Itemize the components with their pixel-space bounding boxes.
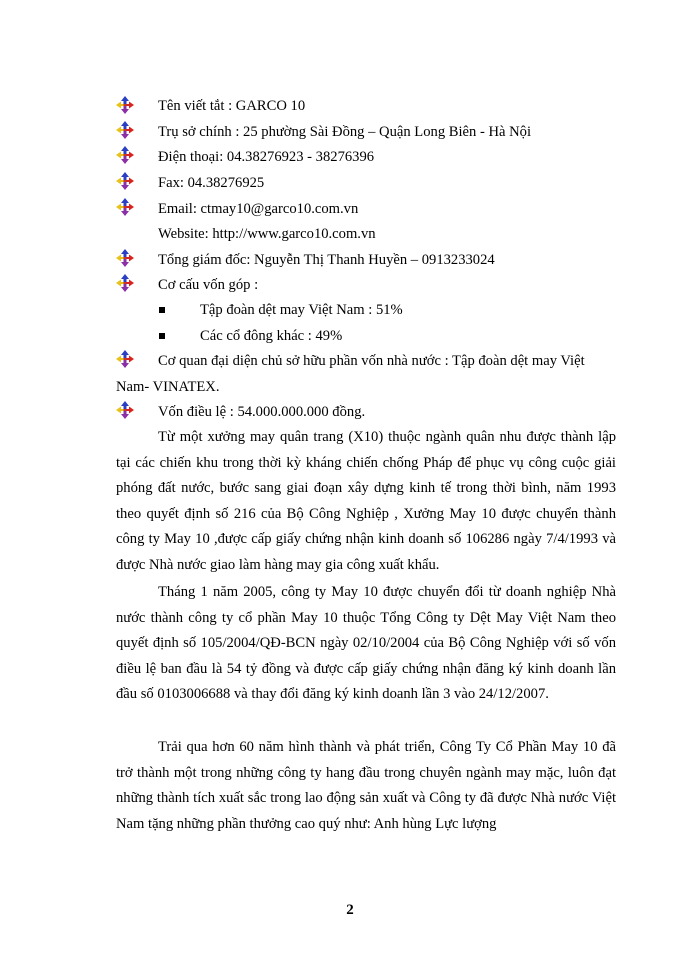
capital-structure-title: Cơ cấu vốn góp : [158,277,259,293]
arrow-bullet-icon [116,274,134,292]
arrow-bullet-icon [116,96,134,114]
history-paragraph: Từ một xưởng may quân trang (X10) thuộc ngành quân nhu được thành lập tại các chiến khu trong thời kỳ kháng chiến chống Pháp để phục vụ công cuộc giải phóng đất nước, bước sang giai đoạn xây dựng kinh tế trong thời bình, năm 1993 theo quyết định số 216 của Bộ Công Nghiệp , Xưởng May 10 được chuyển thành công ty May 10 ,được cấp giấy chứng nhận kinh doanh số 106286 ngày 7/4/1993 và được Nhà nước giao làm hàng may gia công xuất khẩu. [116,429,616,573]
arrow-bullet-icon [116,172,134,190]
arrow-bullet-icon [116,350,134,368]
info-ceo: Tổng giám đốc: Nguyễn Thị Thanh Huyền – 0913233024 [158,252,495,268]
info-head-office: Trụ sở chính : 25 phường Sài Đồng – Quận Long Biên - Hà Nội [158,124,532,140]
capital-item-shareholders: Các cổ đông khác : 49% [200,328,343,344]
info-website: Website: http://www.garco10.com.vn [158,226,376,242]
page-number: 2 [346,902,354,918]
capital-item-vinatex: Tập đoàn dệt may Việt Nam : 51% [200,302,403,318]
arrow-bullet-icon [116,146,134,164]
owner-representative-line2: Nam- VINATEX. [116,379,220,395]
info-email: Email: ctmay10@garco10.com.vn [158,201,359,217]
achievements-paragraph: Trải qua hơn 60 năm hình thành và phát triển, Công Ty Cổ Phần May 10 đã trở thành một trong những công ty hang đầu trong chuyên ngành may mặc, luôn đạt những thành tích xuất sắc trong lao động sản xuất và Công ty đã được Nhà nước Việt Nam tặng những phần thưởng cao quý như: Anh hùng Lực lượng [116,739,616,832]
info-fax: Fax: 04.38276925 [158,175,265,191]
info-phone: Điện thoại: 04.38276923 - 38276396 [158,149,375,165]
square-bullet-icon [159,333,165,339]
info-short-name: Tên viết tắt : GARCO 10 [158,98,306,114]
arrow-bullet-icon [116,401,134,419]
arrow-bullet-icon [116,121,134,139]
owner-representative-line1: Cơ quan đại diện chủ sở hữu phần vốn nhà nước : Tập đoàn dệt may Việt [158,353,585,369]
equitization-paragraph: Tháng 1 năm 2005, công ty May 10 được chuyển đổi từ doanh nghiệp Nhà nước thành công ty cổ phần May 10 thuộc Tổng Công ty Dệt May Việt Nam theo quyết định số 105/2004/QĐ-BCN ngày 02/10/2004 của Bộ Công Nghiệp với số vốn điều lệ ban đầu là 54 tỷ đồng và được cấp giấy chứng nhận đăng ký kinh doanh lần đầu số 0103006688 và thay đổi đăng ký kinh doanh lần 3 vào 24/12/2007. [116,584,616,703]
charter-capital: Vốn điều lệ : 54.000.000.000 đồng. [158,404,366,420]
arrow-bullet-icon [116,198,134,216]
square-bullet-icon [159,307,165,313]
arrow-bullet-icon [116,249,134,267]
